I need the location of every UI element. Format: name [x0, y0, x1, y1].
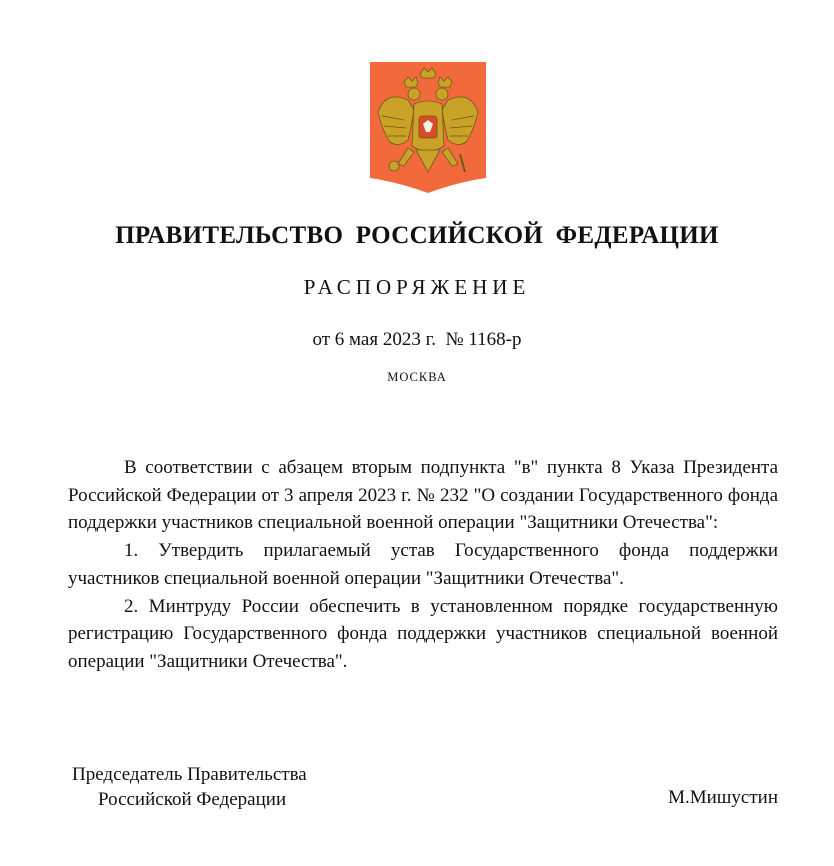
date-and-number: от 6 мая 2023 г. № 1168-р: [312, 329, 522, 350]
issuer-title: ПРАВИТЕЛЬСТВО РОССИЙСКОЙ ФЕДЕРАЦИИ: [115, 222, 719, 249]
signatory-title: [72, 762, 307, 812]
signatory-title-line2: Российской Федерации: [98, 789, 287, 810]
preamble-paragraph: В соответствии с абзацем вторым подпункта "в" пункта 8 Указа Президента Российской Федерации от 3 апреля 2023 г. № 232 "О создании Государственного фонда поддержки участников специальной военной операции "Защитники Отечества":: [68, 457, 778, 534]
signatory-title-line1: Председатель Правительства: [72, 764, 307, 785]
coat-of-arms-icon: [368, 60, 488, 195]
document-type: РАСПОРЯЖЕНИЕ: [303, 275, 531, 299]
document-body: [68, 454, 778, 676]
item-2-paragraph: 2. Минтруду России обеспечить в установленном порядке государственную регистрацию Государственного фонда поддержки участников специальной военной операции "Защитники Отечества".: [68, 595, 778, 672]
item-1-paragraph: 1. Утвердить прилагаемый устав Государственного фонда поддержки участников специальной военной операции "Защитники Отечества".: [68, 540, 778, 589]
issue-city: МОСКВА: [387, 370, 447, 384]
signatory-name: М.Мишустин: [668, 787, 778, 808]
